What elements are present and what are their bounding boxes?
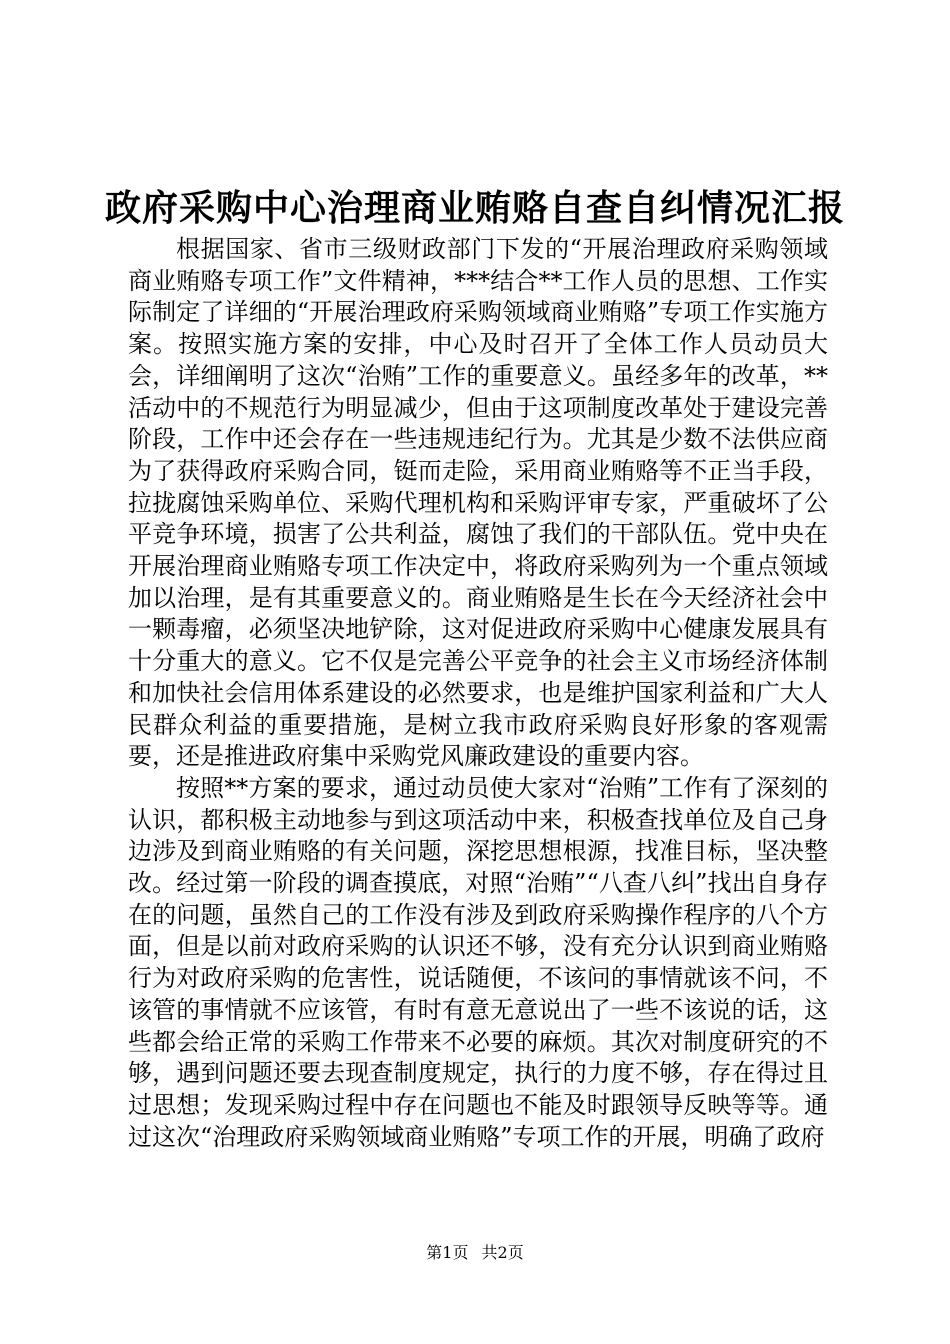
body-paragraph-1: 根据国家、省市三级财政部门下发的“开展治理政府采购领域商业贿赂专项工作”文件精神，***结合**工作人员的思想、工作实际制定了详细的“开展治理政府采购领域商业贿赂”专项工作实施方案。按照实施方案的安排，中心及时召开了全体工作人员动员大会，详细阐明了这次“治贿”工作的重要意义。虽经多年的改革，**活动中的不规范行为明显减少，但由于这项制度改革处于建设完善阶段，工作中还会存在一些违规违纪行为。尤其是少数不法供应商为了获得政府采购合同，铤而走险，采用商业贿赂等不正当手段，拉拢腐蚀采购单位、采购代理机构和采购评审专家，严重破坏了公平竞争环境，损害了公共利益，腐蚀了我们的干部队伍。党中央在开展治理商业贿赂专项工作决定中，将政府采购列为一个重点领域加以治理，是有其重要意义的。商业贿赂是生长在今天经济社会中一颗毒瘤，必须坚决地铲除，这对促进政府采购中心健康发展具有十分重大的意义。它不仅是完善公平竞争的社会主义市场经济体制和加快社会信用体系建设的必然要求，也是维护国家利益和广大人民群众利益的重要措施，是树立我市政府采购良好形象的客观需要，还是推进政府集中采购党风廉政建设的重要内容。 bbox=[128, 235, 828, 771]
body-paragraph-2: 按照**方案的要求，通过动员使大家对“治贿”工作有了深刻的认识，都积极主动地参与到这项活动中来，积极查找单位及自己身边涉及到商业贿赂的有关问题，深挖思想根源，找准目标，坚决整改。经过第一阶段的调查摸底，对照“治贿”“八查八纠”找出自身存在的问题，虽然自己的工作没有涉及到政府采购操作程序的八个方面，但是以前对政府采购的认识还不够，没有充分认识到商业贿赂行为对政府采购的危害性，说话随便，不该问的事情就该不问，不该管的事情就不应该管，有时有意无意说出了一些不该说的话，这些都会给正常的采购工作带来不必要的麻烦。其次对制度研究的不够，遇到问题还要去现查制度规定，执行的力度不够，存在得过且过思想；发现采购过程中存在问题也不能及时跟领导反映等等。通过这次“治理政府采购领域商业贿赂”专项工作的开展，明确了政府 bbox=[128, 773, 828, 1151]
page-footer bbox=[0, 1242, 950, 1264]
document-body bbox=[128, 234, 828, 1153]
document-title: 政府采购中心治理商业贿赂自查自纠情况汇报 bbox=[104, 188, 845, 229]
page-number: 第1页 bbox=[426, 1243, 469, 1262]
page-total: 共2页 bbox=[481, 1243, 524, 1262]
